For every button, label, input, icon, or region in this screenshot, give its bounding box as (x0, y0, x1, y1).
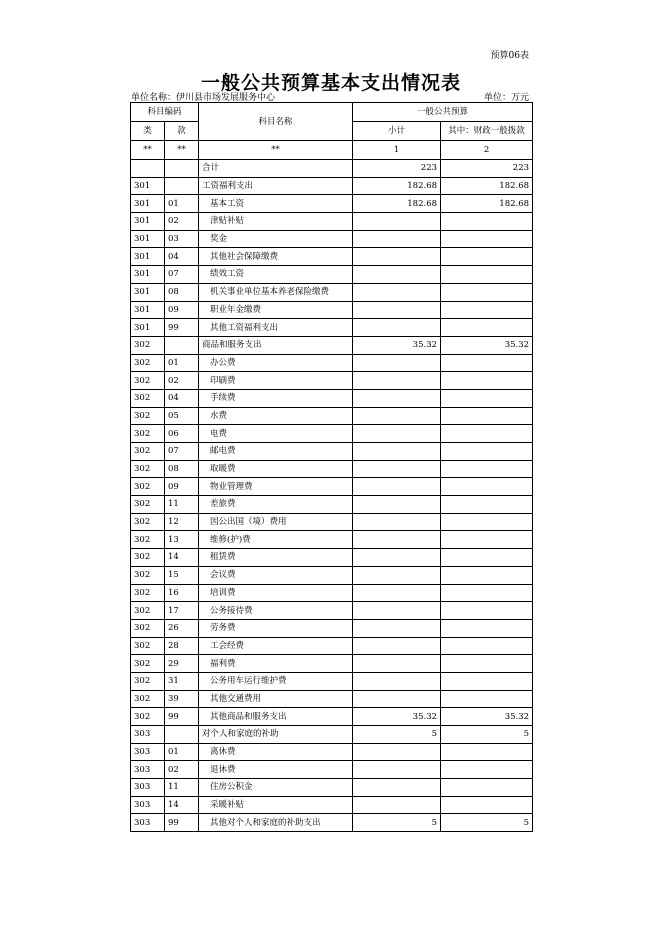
cell-fiscal (441, 213, 533, 231)
cell-subtotal (353, 213, 441, 231)
cell-item: 03 (165, 230, 199, 248)
header-code: 科目编码 (131, 103, 199, 122)
cell-subtotal (353, 602, 441, 620)
cell-name: 奖金 (199, 230, 353, 248)
cell-item: 02 (165, 761, 199, 779)
cell-fiscal: 182.68 (441, 177, 533, 195)
table-row (131, 619, 533, 637)
table-row (131, 584, 533, 602)
cell-name: 退休费 (199, 761, 353, 779)
cell-name: 会议费 (199, 566, 353, 584)
table-row (131, 690, 533, 708)
cell-item: 08 (165, 283, 199, 301)
table-row (131, 160, 533, 178)
cell-cat: 302 (131, 690, 165, 708)
cell-item: 13 (165, 531, 199, 549)
cell-item: 01 (165, 195, 199, 213)
cell-subtotal (353, 796, 441, 814)
cell-name: 津贴补贴 (199, 213, 353, 231)
cell-fiscal (441, 389, 533, 407)
cell-fiscal (441, 637, 533, 655)
currency-unit: 单位：万元 (483, 93, 529, 103)
cell-name: 水费 (199, 407, 353, 425)
cell-fiscal (441, 319, 533, 337)
cell-name: 公务用车运行维护费 (199, 672, 353, 690)
table-row (131, 389, 533, 407)
cell-name: 绩效工资 (199, 266, 353, 284)
cell-name: 其他商品和服务支出 (199, 708, 353, 726)
cell-subtotal (353, 779, 441, 797)
cell-item: 99 (165, 814, 199, 832)
cell-fiscal (441, 672, 533, 690)
cell-name: 其他工资福利支出 (199, 319, 353, 337)
cell-fiscal (441, 301, 533, 319)
cell-subtotal (353, 672, 441, 690)
cell-cat (131, 160, 165, 178)
table-row (131, 407, 533, 425)
cell-fiscal: 223 (441, 160, 533, 178)
cell-cat: 303 (131, 814, 165, 832)
cell-fiscal (441, 478, 533, 496)
cell-cat: 302 (131, 584, 165, 602)
cell-cat: 302 (131, 336, 165, 354)
cell-cat: 302 (131, 478, 165, 496)
cell-item: 14 (165, 549, 199, 567)
cell-subtotal (353, 655, 441, 673)
cell-cat: 302 (131, 602, 165, 620)
table-row (131, 230, 533, 248)
cell-item: 16 (165, 584, 199, 602)
cell-cat: 302 (131, 425, 165, 443)
cell-subtotal (353, 637, 441, 655)
cell-subtotal (353, 566, 441, 584)
cell-fiscal (441, 283, 533, 301)
cell-cat: 302 (131, 496, 165, 514)
cell-item: 17 (165, 602, 199, 620)
cell-fiscal (441, 761, 533, 779)
cell-subtotal: 35.32 (353, 708, 441, 726)
cell-name: 对个人和家庭的补助 (199, 726, 353, 744)
cell-fiscal: 35.32 (441, 336, 533, 354)
cell-item: 29 (165, 655, 199, 673)
cell-name: 维修(护)费 (199, 531, 353, 549)
cell-subtotal (353, 407, 441, 425)
table-row (131, 761, 533, 779)
cell-name: 机关事业单位基本养老保险缴费 (199, 283, 353, 301)
table-row (131, 195, 533, 213)
table-row (131, 602, 533, 620)
header-subtotal: 小计 (353, 122, 441, 141)
table-row (131, 779, 533, 797)
cell-subtotal (353, 248, 441, 266)
table-row (131, 213, 533, 231)
cell-subtotal (353, 549, 441, 567)
cell-item (165, 726, 199, 744)
header-cat: 类 (131, 122, 165, 141)
cell-fiscal (441, 584, 533, 602)
cell-item: 99 (165, 319, 199, 337)
cell-subtotal (353, 230, 441, 248)
cell-item: 04 (165, 389, 199, 407)
cell-item: 11 (165, 496, 199, 514)
cell-subtotal: 182.68 (353, 177, 441, 195)
cell-subtotal (353, 584, 441, 602)
cell-name: 其他社会保障缴费 (199, 248, 353, 266)
cell-item: 01 (165, 354, 199, 372)
cell-name: 商品和服务支出 (199, 336, 353, 354)
cell-cat: 301 (131, 177, 165, 195)
cell-subtotal (353, 531, 441, 549)
cell-name: 福利费 (199, 655, 353, 673)
cell-fiscal (441, 690, 533, 708)
form-number: 预算06表 (490, 51, 529, 61)
cell-name: 劳务费 (199, 619, 353, 637)
cell-cat: 302 (131, 372, 165, 390)
cell-name: 基本工资 (199, 195, 353, 213)
budget-table (130, 102, 533, 832)
table-row (131, 319, 533, 337)
cell-item: 05 (165, 407, 199, 425)
cell-fiscal (441, 266, 533, 284)
cell-fiscal (441, 531, 533, 549)
cell-item: 08 (165, 460, 199, 478)
cell-subtotal (353, 354, 441, 372)
unit-name: 单位名称：伊川县市场发展服务中心 (131, 93, 276, 103)
cell-cat: 303 (131, 796, 165, 814)
cell-fiscal (441, 372, 533, 390)
index-name: ** (199, 141, 353, 160)
cell-subtotal (353, 283, 441, 301)
cell-fiscal (441, 443, 533, 461)
cell-name: 其他交通费用 (199, 690, 353, 708)
cell-cat: 303 (131, 743, 165, 761)
cell-cat: 302 (131, 460, 165, 478)
cell-item: 12 (165, 513, 199, 531)
table-row (131, 248, 533, 266)
cell-item: 07 (165, 266, 199, 284)
cell-name: 职业年金缴费 (199, 301, 353, 319)
cell-subtotal (353, 301, 441, 319)
cell-cat: 301 (131, 230, 165, 248)
cell-cat: 303 (131, 761, 165, 779)
cell-item: 06 (165, 425, 199, 443)
cell-name: 工资福利支出 (199, 177, 353, 195)
header-budget: 一般公共预算 (353, 103, 533, 122)
header-fiscal: 其中：财政一般拨款 (441, 122, 533, 141)
cell-name: 物业管理费 (199, 478, 353, 496)
cell-name: 采暖补贴 (199, 796, 353, 814)
cell-fiscal (441, 549, 533, 567)
cell-cat: 302 (131, 672, 165, 690)
cell-name: 电费 (199, 425, 353, 443)
cell-name: 邮电费 (199, 443, 353, 461)
cell-item: 39 (165, 690, 199, 708)
cell-cat: 303 (131, 779, 165, 797)
cell-fiscal (441, 496, 533, 514)
cell-subtotal (353, 319, 441, 337)
cell-cat: 302 (131, 531, 165, 549)
cell-fiscal (441, 619, 533, 637)
table-row (131, 726, 533, 744)
table-row (131, 425, 533, 443)
cell-fiscal: 35.32 (441, 708, 533, 726)
cell-fiscal (441, 513, 533, 531)
cell-name: 印刷费 (199, 372, 353, 390)
index-1: 1 (353, 141, 441, 160)
cell-subtotal: 182.68 (353, 195, 441, 213)
cell-item (165, 160, 199, 178)
cell-name: 租赁费 (199, 549, 353, 567)
cell-fiscal (441, 248, 533, 266)
cell-subtotal: 223 (353, 160, 441, 178)
cell-subtotal (353, 425, 441, 443)
cell-fiscal (441, 460, 533, 478)
cell-name: 住房公积金 (199, 779, 353, 797)
header-item: 款 (165, 122, 199, 141)
table-row (131, 513, 533, 531)
table-row (131, 708, 533, 726)
cell-cat: 302 (131, 407, 165, 425)
cell-item: 09 (165, 478, 199, 496)
cell-subtotal (353, 761, 441, 779)
cell-item (165, 336, 199, 354)
cell-name: 工会经费 (199, 637, 353, 655)
table-row (131, 655, 533, 673)
cell-cat: 301 (131, 319, 165, 337)
cell-name: 合计 (199, 160, 353, 178)
cell-cat: 302 (131, 566, 165, 584)
cell-fiscal (441, 602, 533, 620)
cell-subtotal (353, 690, 441, 708)
cell-subtotal (353, 443, 441, 461)
cell-fiscal (441, 407, 533, 425)
cell-fiscal (441, 230, 533, 248)
cell-cat: 302 (131, 655, 165, 673)
table-row (131, 637, 533, 655)
index-2: 2 (441, 141, 533, 160)
cell-item: 14 (165, 796, 199, 814)
cell-name: 因公出国（境）费用 (199, 513, 353, 531)
table-row (131, 549, 533, 567)
table-row (131, 460, 533, 478)
table-row (131, 814, 533, 832)
cell-cat: 302 (131, 708, 165, 726)
cell-name: 培训费 (199, 584, 353, 602)
cell-cat: 301 (131, 301, 165, 319)
cell-fiscal (441, 796, 533, 814)
table-row (131, 177, 533, 195)
table-row (131, 531, 533, 549)
table-row (131, 354, 533, 372)
cell-item: 09 (165, 301, 199, 319)
index-cat: ** (131, 141, 165, 160)
cell-fiscal (441, 779, 533, 797)
cell-item: 07 (165, 443, 199, 461)
table-row (131, 443, 533, 461)
cell-subtotal (353, 478, 441, 496)
cell-name: 办公费 (199, 354, 353, 372)
cell-name: 取暖费 (199, 460, 353, 478)
cell-item: 15 (165, 566, 199, 584)
cell-item: 28 (165, 637, 199, 655)
cell-item: 26 (165, 619, 199, 637)
cell-cat: 302 (131, 389, 165, 407)
table-row (131, 372, 533, 390)
table-row (131, 301, 533, 319)
cell-item: 02 (165, 213, 199, 231)
cell-cat: 303 (131, 726, 165, 744)
table-row (131, 743, 533, 761)
cell-name: 手续费 (199, 389, 353, 407)
table-row (131, 336, 533, 354)
table-row (131, 478, 533, 496)
cell-item: 04 (165, 248, 199, 266)
cell-fiscal (441, 655, 533, 673)
cell-name: 其他对个人和家庭的补助支出 (199, 814, 353, 832)
table-row (131, 283, 533, 301)
cell-cat: 302 (131, 513, 165, 531)
cell-fiscal: 182.68 (441, 195, 533, 213)
cell-cat: 301 (131, 283, 165, 301)
cell-subtotal (353, 743, 441, 761)
index-item: ** (165, 141, 199, 160)
cell-fiscal: 5 (441, 814, 533, 832)
page-title: 一般公共预算基本支出情况表 (200, 72, 461, 94)
cell-cat: 302 (131, 549, 165, 567)
cell-item: 01 (165, 743, 199, 761)
table-row (131, 566, 533, 584)
cell-fiscal (441, 743, 533, 761)
cell-subtotal: 35.32 (353, 336, 441, 354)
cell-subtotal (353, 372, 441, 390)
header-name: 科目名称 (199, 103, 353, 141)
cell-cat: 302 (131, 354, 165, 372)
cell-fiscal (441, 566, 533, 584)
cell-subtotal: 5 (353, 814, 441, 832)
table-row (131, 266, 533, 284)
cell-subtotal (353, 513, 441, 531)
cell-subtotal: 5 (353, 726, 441, 744)
cell-item: 11 (165, 779, 199, 797)
cell-cat: 302 (131, 619, 165, 637)
cell-cat: 302 (131, 637, 165, 655)
cell-name: 公务接待费 (199, 602, 353, 620)
cell-name: 离休费 (199, 743, 353, 761)
cell-cat: 302 (131, 443, 165, 461)
cell-item: 99 (165, 708, 199, 726)
table-row (131, 672, 533, 690)
cell-fiscal: 5 (441, 726, 533, 744)
cell-fiscal (441, 425, 533, 443)
cell-subtotal (353, 496, 441, 514)
cell-subtotal (353, 460, 441, 478)
cell-item (165, 177, 199, 195)
cell-cat: 301 (131, 213, 165, 231)
table-row (131, 796, 533, 814)
cell-subtotal (353, 619, 441, 637)
table-row (131, 496, 533, 514)
table-body (131, 160, 533, 832)
cell-cat: 301 (131, 248, 165, 266)
cell-name: 差旅费 (199, 496, 353, 514)
cell-cat: 301 (131, 195, 165, 213)
cell-fiscal (441, 354, 533, 372)
cell-subtotal (353, 266, 441, 284)
cell-item: 02 (165, 372, 199, 390)
cell-subtotal (353, 389, 441, 407)
cell-item: 31 (165, 672, 199, 690)
cell-cat: 301 (131, 266, 165, 284)
